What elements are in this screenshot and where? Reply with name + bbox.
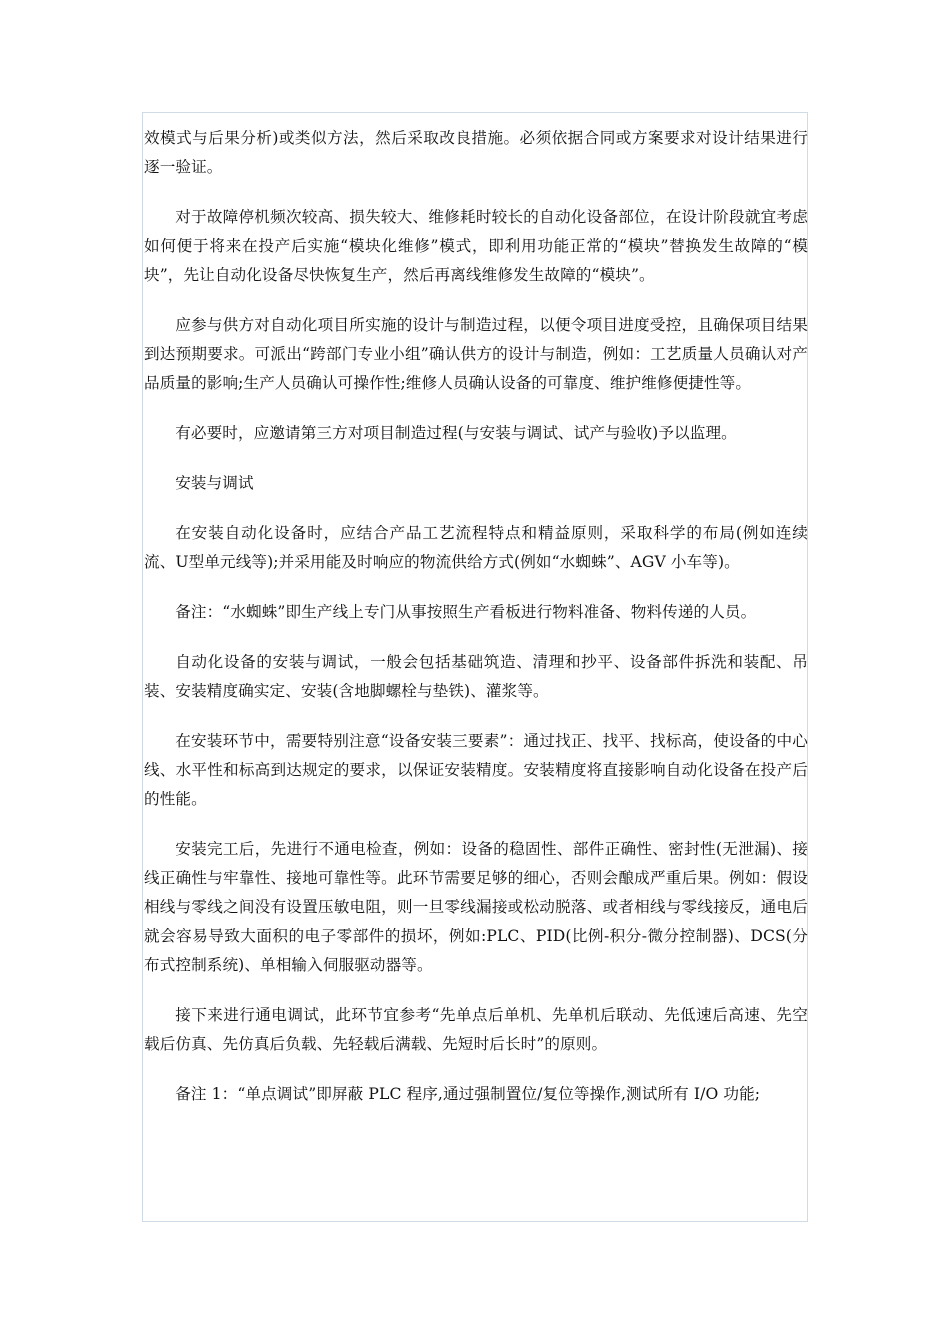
paragraph-fmea-continuation: 效模式与后果分析)或类似方法，然后采取改良措施。必须依据合同或方案要求对设计结果进行逐一验证。: [144, 129, 808, 176]
paragraph-single-point-note: 备注 1：“单点调试”即屏蔽 PLC 程序,通过强制置位/复位等操作,测试所有 I/O 功能;: [175, 1085, 761, 1103]
paragraph-third-party-supervision: 有必要时，应邀请第三方对项目制造过程(与安装与调试、试产与验收)予以监理。: [175, 424, 737, 442]
paragraph-three-elements: 在安装环节中，需要特别注意“设备安装三要素”：通过找正、找平、找标高，使设备的中心线、水平性和标高到达规定的要求，以保证安装精度。安装精度将直接影响自动化设备在投产后的性能。: [144, 732, 808, 808]
section-heading-installation: 安装与调试: [175, 474, 254, 492]
paragraph-installation-steps: 自动化设备的安装与调试，一般会包括基础筑造、清理和抄平、设备部件拆洗和装配、吊装、安装精度确实定、安装(含地脚螺栓与垫铁)、灌浆等。: [144, 653, 808, 700]
paragraph-supplier-design: 应参与供方对自动化项目所实施的设计与制造过程，以便令项目进度受控，且确保项目结果到达预期要求。可派出“跨部门专业小组”确认供方的设计与制造，例如：工艺质量人员确认对产品质量的影响;生产人员确认可操作性;维修人员确认设备的可靠度、维护维修便捷性等。: [144, 316, 808, 392]
paragraph-modular-maintenance: 对于故障停机频次较高、损失较大、维修耗时较长的自动化设备部位，在设计阶段就宜考虑如何便于将来在投产后实施“模块化维修”模式，即利用功能正常的“模块”替换发生故障的“模块”，先让自动化设备尽快恢复生产，然后再离线维修发生故障的“模块”。: [144, 208, 808, 284]
paragraph-layout-logistics: 在安装自动化设备时，应结合产品工艺流程特点和精益原则，采取科学的布局(例如连续流、U型单元线等);并采用能及时响应的物流供给方式(例如“水蜘蛛”、AGV 小车等)。: [144, 524, 808, 571]
paragraph-water-spider-note: 备注：“水蜘蛛”即生产线上专门从事按照生产看板进行物料准备、物料传递的人员。: [175, 603, 757, 621]
document-body: [144, 124, 808, 1109]
paragraph-power-off-check: 安装完工后，先进行不通电检查，例如：设备的稳固性、部件正确性、密封性(无泄漏)、接线正确性与牢靠性、接地可靠性等。此环节需要足够的细心，否则会酿成严重后果。例如：假设相线与零线之间没有设置压敏电阻，则一旦零线漏接或松动脱落、或者相线与零线接反，通电后就会容易导致大面积的电子零部件的损坏，例如:PLC、PID(比例-积分-微分控制器)、DCS(分布式控制系统)、单相输入伺服驱动器等。: [144, 840, 808, 974]
paragraph-power-on-debug: 接下来进行通电调试，此环节宜参考“先单点后单机、先单机后联动、先低速后高速、先空载后仿真、先仿真后负载、先轻载后满载、先短时后长时”的原则。: [144, 1006, 808, 1053]
